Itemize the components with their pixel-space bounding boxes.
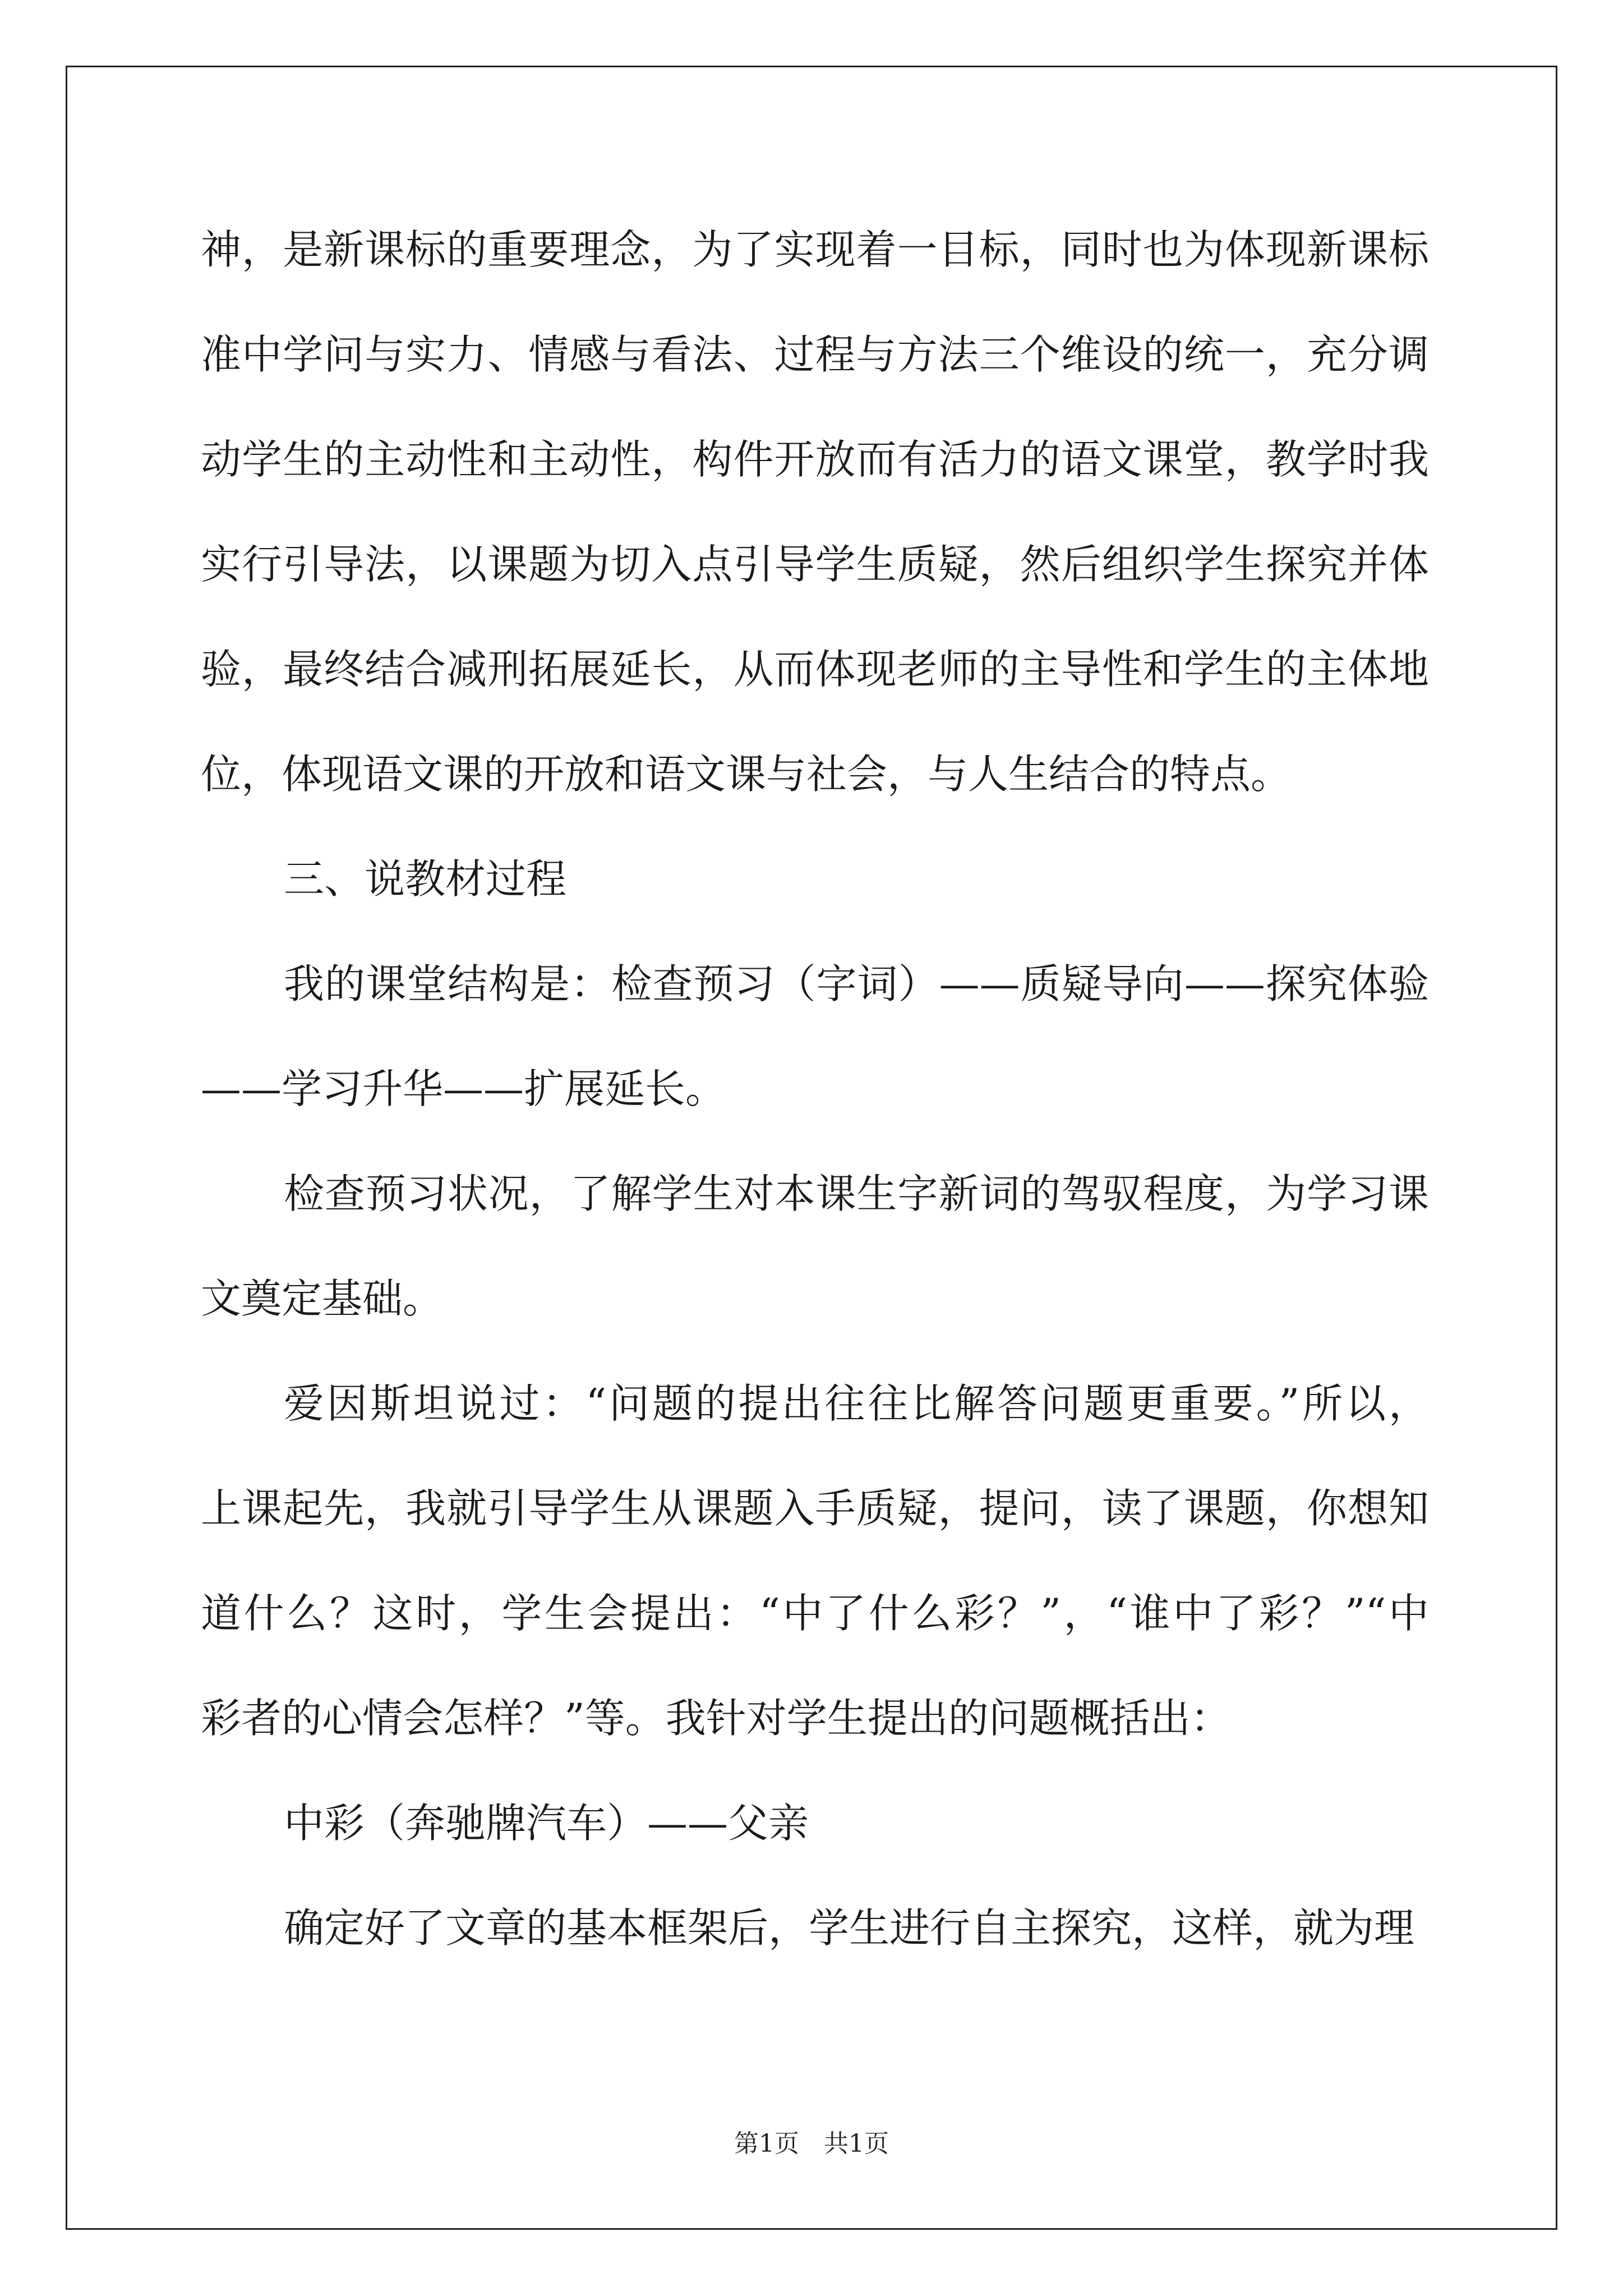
paragraph: [201, 953, 1429, 1163]
paragraph: [201, 219, 1429, 848]
text-line: 位，体现语文课的开放和语文课与社会，与人生结合的特点。: [201, 751, 1292, 798]
text-line: 三、说教材过程: [284, 855, 567, 903]
text-line: 爱因斯坦说过：“问题的提出往往比解答问题更重要。”所以，: [284, 1380, 1429, 1427]
document-body: [201, 219, 1429, 2002]
text-line: 检查预习状况，了解学生对本课生字新词的驾驭程度，为学习课: [284, 1170, 1429, 1217]
text-line: 彩者的心情会怎样？”等。我针对学生提出的问题概括出：: [201, 1695, 1231, 1742]
paragraph: [201, 1163, 1429, 1373]
paragraph: [201, 848, 1429, 953]
text-line: 中彩（奔驰牌汽车）——父亲: [284, 1800, 809, 1847]
page-footer: 第1页 共1页: [734, 2129, 889, 2158]
text-line: 准中学问与实力、情感与看法、过程与方法三个维设的统一，充分调: [201, 331, 1429, 378]
paragraph: [201, 1792, 1429, 1897]
text-line: 道什么？这时，学生会提出：“中了什么彩？”，“谁中了彩？”“中: [201, 1590, 1429, 1637]
paragraph: [201, 1373, 1429, 1792]
paragraph: [201, 1897, 1429, 2002]
text-line: 上课起先，我就引导学生从课题入手质疑，提问，读了课题，你想知: [201, 1485, 1429, 1532]
text-line: 我的课堂结构是：检查预习（字词）——质疑导向——探究体验: [284, 960, 1429, 1007]
text-line: 动学生的主动性和主动性，构件开放而有活力的语文课堂，教学时我: [201, 436, 1429, 483]
text-line: 文奠定基础。: [201, 1275, 444, 1322]
text-line: 实行引导法，以课题为切入点引导学生质疑，然后组织学生探究并体: [201, 541, 1429, 588]
text-line: ——学习升华——扩展延长。: [201, 1065, 726, 1112]
text-line: 验，最终结合减刑拓展延长，从而体现老师的主导性和学生的主体地: [201, 646, 1429, 693]
text-line: 神，是新课标的重要理念，为了实现着一目标，同时也为体现新课标: [201, 226, 1429, 273]
text-line: 确定好了文章的基本框架后，学生进行自主探究，这样，就为理: [284, 1904, 1415, 1952]
